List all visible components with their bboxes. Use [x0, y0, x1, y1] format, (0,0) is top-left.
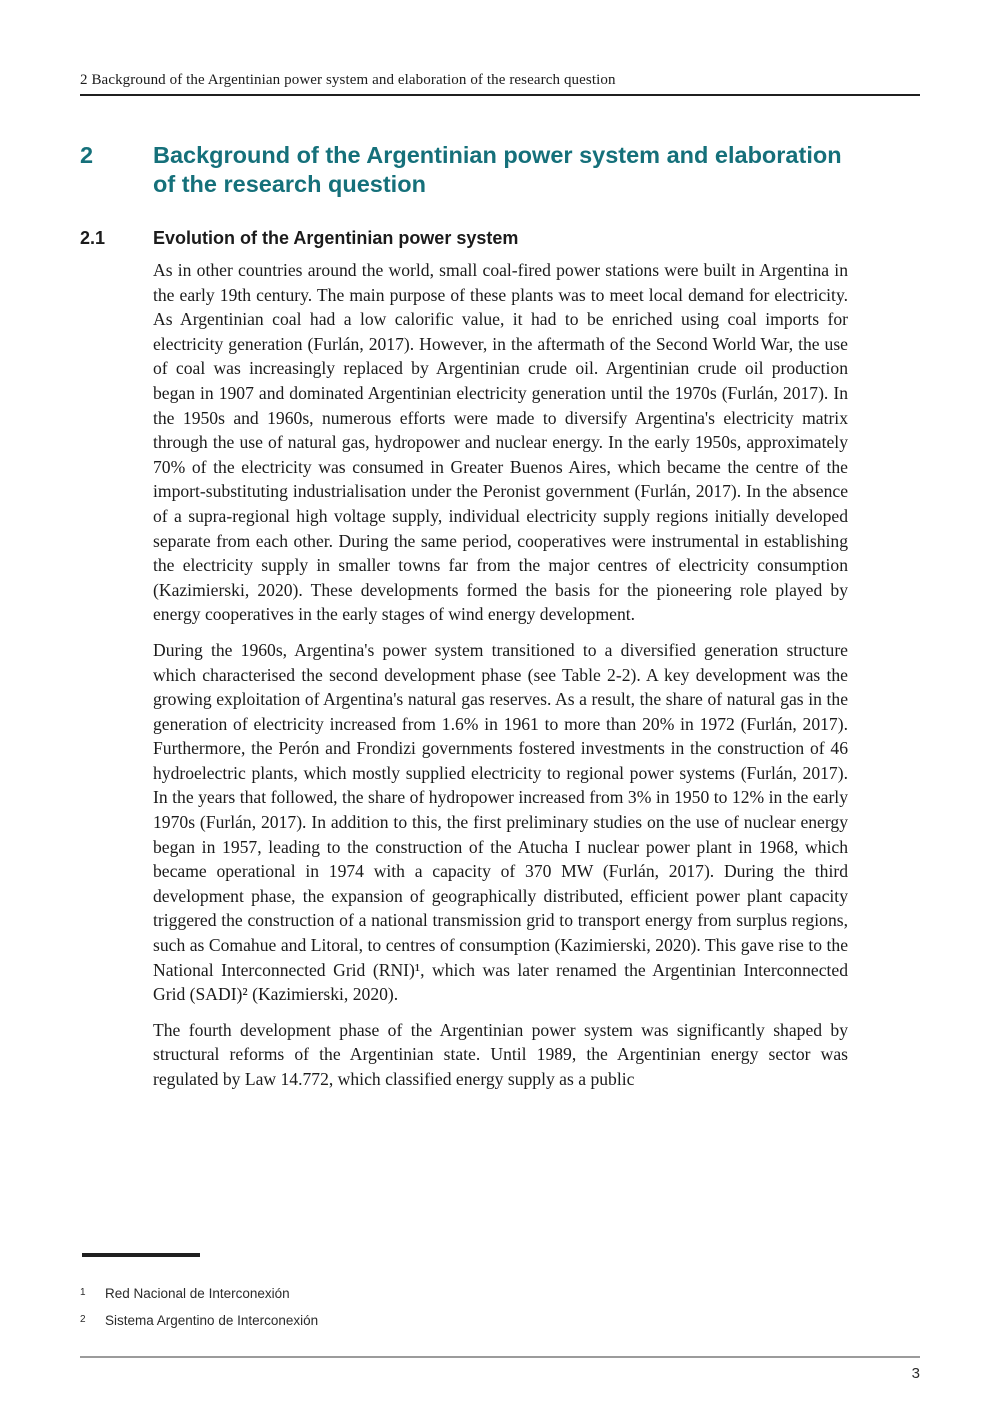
- section-heading: [80, 227, 518, 249]
- footnotes: [80, 1285, 318, 1339]
- body-text: [153, 258, 848, 1103]
- paragraph-1: As in other countries around the world, small coal-fired power stations were built in Argentina in the early 19th century. The main purpose of these plants was to meet local demand for electricity. As Argentinian coal had a low calorific value, it had to be enriched using coal imports for electricity generation (Furlán, 2017). However, in the aftermath of the Second World War, the use of coal was increasingly replaced by Argentinian crude oil. Argentinian crude oil production began in 1907 and dominated Argentinian electricity generation until the 1970s (Furlán, 2017). In the 1950s and 1960s, numerous efforts were made to diversify Argentina's electricity matrix through the use of natural gas, hydropower and nuclear energy. In the early 1950s, approximately 70% of the electricity was consumed in Greater Buenos Aires, which became the centre of the import-substituting industrialisation under the Peronist government (Furlán, 2017). In the absence of a supra-regional high voltage supply, individual electricity supply regions initially developed separate from each other. During the same period, cooperatives were instrumental in establishing the electricity supply in smaller towns far from the major centres of electricity consumption (Kazimierski, 2020). These developments formed the basis for the pioneering role played by energy cooperatives in the early stages of wind energy development.: [153, 260, 848, 625]
- chapter-title-line-1: Background of the Argentinian power system and elaboration: [153, 142, 842, 168]
- paragraph-2: During the 1960s, Argentina's power system transitioned to a diversified generation structure which characterised the second development phase (see Table 2-2). A key development was the growing exploitation of Argentina's natural gas reserves. As a result, the share of natural gas in the generation of electricity increased from 1.6% in 1961 to more than 20% in 1972 (Furlán, 2017). Furthermore, the Perón and Frondizi governments fostered investments in the construction of 46 hydroelectric plants, which mostly supplied electricity to regional power systems (Furlán, 2017). In the years that followed, the share of hydropower increased from 3% in 1950 to 12% in the early 1970s (Furlán, 2017). In addition to this, the first preliminary studies on the use of nuclear energy began in 1957, leading to the construction of the Atucha I nuclear power plant in 1968, which became operational in 1974 with a capacity of 370 MW (Furlán, 2017). During the third development phase, the expansion of geographically distributed, efficient power plant capacity triggered the construction of a national transmission grid to transport energy from surplus regions, such as Comahue and Litoral, to centres of consumption (Kazimierski, 2020). This gave rise to the National Interconnected Grid (RNI)¹, which was later renamed the Argentinian Interconnected Grid (SADI)² (Kazimierski, 2020).: [153, 639, 848, 1005]
- footnote-1-text: Red Nacional de Interconexión: [105, 1286, 290, 1301]
- page-number: 3: [911, 1365, 920, 1382]
- paragraph-3: The fourth development phase of the Argentinian power system was significantly shaped by structural reforms of the Argentinian state. Until 1989, the Argentinian energy sector was regulated by Law 14.772, which classified energy supply as a public: [153, 1019, 848, 1089]
- running-header: [80, 72, 616, 89]
- footnote-1: [80, 1285, 318, 1302]
- header-rule: [80, 94, 920, 96]
- chapter-title: [153, 141, 842, 198]
- chapter-heading: [80, 141, 842, 198]
- chapter-number: 2: [80, 142, 94, 168]
- footnote-2: [80, 1312, 318, 1329]
- section-number: 2.1: [80, 228, 106, 248]
- chapter-title-line-2: of the research question: [153, 170, 426, 197]
- footnote-2-text: Sistema Argentino de Interconexión: [105, 1313, 319, 1328]
- footer-rule: [80, 1356, 920, 1358]
- footnote-separator-rule: [82, 1253, 200, 1257]
- running-header-text: 2 Background of the Argentinian power system and elaboration of the research question: [80, 72, 616, 88]
- section-title: Evolution of the Argentinian power system: [153, 228, 519, 248]
- footnote-1-marker: 1: [80, 1287, 86, 1298]
- footnote-2-marker: 2: [80, 1314, 86, 1325]
